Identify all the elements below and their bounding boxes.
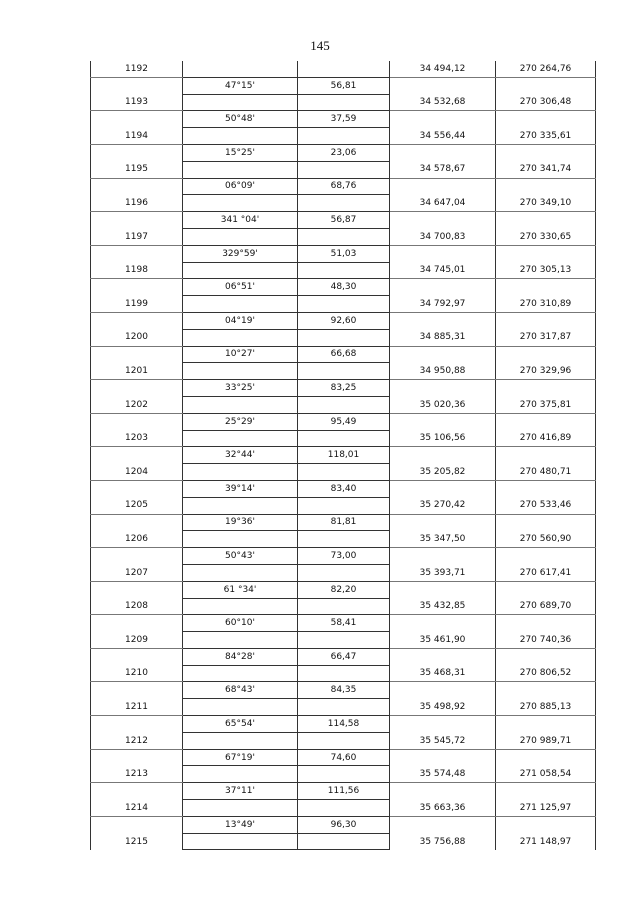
segment-row	[91, 312, 596, 329]
y-coordinate-cell: 271 058,54	[496, 766, 596, 783]
angle-cell: 13°49'	[183, 816, 298, 833]
x-coordinate-cell	[390, 514, 496, 531]
y-coordinate-cell: 270 264,76	[496, 61, 596, 77]
point-id-cell: 1205	[91, 497, 183, 514]
x-coordinate-cell: 34 494,12	[390, 61, 496, 77]
point-id-cell	[91, 648, 183, 665]
distance-cell: 96,30	[298, 816, 390, 833]
angle-cell	[183, 128, 298, 145]
segment-row	[91, 413, 596, 430]
point-id-cell	[91, 548, 183, 565]
x-coordinate-cell: 35 468,31	[390, 665, 496, 682]
distance-cell	[298, 632, 390, 649]
x-coordinate-cell: 35 020,36	[390, 396, 496, 413]
angle-cell	[183, 732, 298, 749]
angle-cell: 06°09'	[183, 178, 298, 195]
point-id-cell	[91, 346, 183, 363]
point-row	[91, 732, 596, 749]
angle-cell	[183, 396, 298, 413]
y-coordinate-cell	[496, 615, 596, 632]
segment-row	[91, 111, 596, 128]
point-id-cell: 1198	[91, 262, 183, 279]
y-coordinate-cell: 270 740,36	[496, 632, 596, 649]
point-id-cell: 1199	[91, 296, 183, 313]
y-coordinate-cell	[496, 279, 596, 296]
y-coordinate-cell: 270 341,74	[496, 161, 596, 178]
y-coordinate-cell	[496, 380, 596, 397]
segment-row	[91, 279, 596, 296]
y-coordinate-cell	[496, 514, 596, 531]
point-id-cell	[91, 380, 183, 397]
x-coordinate-cell	[390, 648, 496, 665]
segment-row	[91, 480, 596, 497]
x-coordinate-cell: 34 556,44	[390, 128, 496, 145]
angle-cell: 341 °04'	[183, 212, 298, 229]
x-coordinate-cell	[390, 682, 496, 699]
point-id-cell: 1200	[91, 329, 183, 346]
angle-cell: 67°19'	[183, 749, 298, 766]
point-row	[91, 61, 596, 77]
y-coordinate-cell: 271 125,97	[496, 800, 596, 817]
point-row	[91, 800, 596, 817]
x-coordinate-cell	[390, 413, 496, 430]
point-id-cell: 1196	[91, 195, 183, 212]
angle-cell	[183, 766, 298, 783]
y-coordinate-cell: 270 533,46	[496, 497, 596, 514]
x-coordinate-cell: 35 574,48	[390, 766, 496, 783]
angle-cell	[183, 329, 298, 346]
point-id-cell	[91, 178, 183, 195]
distance-cell	[298, 732, 390, 749]
page-number: 145	[310, 38, 330, 53]
point-row	[91, 464, 596, 481]
y-coordinate-cell: 270 310,89	[496, 296, 596, 313]
point-row	[91, 665, 596, 682]
distance-cell: 118,01	[298, 447, 390, 464]
angle-cell	[183, 195, 298, 212]
x-coordinate-cell	[390, 816, 496, 833]
point-id-cell	[91, 716, 183, 733]
distance-cell	[298, 128, 390, 145]
point-id-cell	[91, 245, 183, 262]
y-coordinate-cell: 270 306,48	[496, 94, 596, 111]
x-coordinate-cell: 34 950,88	[390, 363, 496, 380]
distance-cell	[298, 564, 390, 581]
point-id-cell	[91, 279, 183, 296]
y-coordinate-cell	[496, 178, 596, 195]
segment-row	[91, 682, 596, 699]
segment-row	[91, 816, 596, 833]
distance-cell	[298, 61, 390, 77]
segment-row	[91, 447, 596, 464]
segment-row	[91, 245, 596, 262]
segment-row	[91, 178, 596, 195]
angle-cell: 47°15'	[183, 77, 298, 94]
point-id-cell: 1212	[91, 732, 183, 749]
angle-cell: 15°25'	[183, 144, 298, 161]
angle-cell	[183, 833, 298, 850]
distance-cell	[298, 430, 390, 447]
y-coordinate-cell: 270 416,89	[496, 430, 596, 447]
distance-cell: 92,60	[298, 312, 390, 329]
distance-cell: 114,58	[298, 716, 390, 733]
x-coordinate-cell	[390, 581, 496, 598]
y-coordinate-cell: 270 317,87	[496, 329, 596, 346]
distance-cell	[298, 497, 390, 514]
y-coordinate-cell: 270 560,90	[496, 531, 596, 548]
point-row	[91, 531, 596, 548]
point-row	[91, 329, 596, 346]
coordinates-table-body	[91, 61, 596, 850]
angle-cell: 60°10'	[183, 615, 298, 632]
point-id-cell: 1194	[91, 128, 183, 145]
distance-cell	[298, 329, 390, 346]
distance-cell	[298, 665, 390, 682]
distance-cell: 81,81	[298, 514, 390, 531]
point-id-cell	[91, 615, 183, 632]
point-row	[91, 228, 596, 245]
segment-row	[91, 514, 596, 531]
y-coordinate-cell	[496, 413, 596, 430]
y-coordinate-cell	[496, 77, 596, 94]
point-row	[91, 598, 596, 615]
angle-cell: 25°29'	[183, 413, 298, 430]
y-coordinate-cell	[496, 716, 596, 733]
point-id-cell: 1202	[91, 396, 183, 413]
angle-cell: 19°36'	[183, 514, 298, 531]
angle-cell	[183, 598, 298, 615]
point-id-cell	[91, 749, 183, 766]
point-row	[91, 564, 596, 581]
angle-cell: 84°28'	[183, 648, 298, 665]
segment-row	[91, 144, 596, 161]
angle-cell: 65°54'	[183, 716, 298, 733]
angle-cell: 61 °34'	[183, 581, 298, 598]
x-coordinate-cell	[390, 346, 496, 363]
distance-cell: 56,81	[298, 77, 390, 94]
point-id-cell	[91, 480, 183, 497]
x-coordinate-cell: 34 885,31	[390, 329, 496, 346]
x-coordinate-cell: 35 393,71	[390, 564, 496, 581]
distance-cell: 68,76	[298, 178, 390, 195]
point-id-cell	[91, 447, 183, 464]
y-coordinate-cell	[496, 749, 596, 766]
y-coordinate-cell	[496, 144, 596, 161]
x-coordinate-cell	[390, 615, 496, 632]
segment-row	[91, 783, 596, 800]
point-row	[91, 833, 596, 850]
angle-cell: 37°11'	[183, 783, 298, 800]
y-coordinate-cell	[496, 212, 596, 229]
angle-cell: 50°48'	[183, 111, 298, 128]
segment-row	[91, 212, 596, 229]
distance-cell: 84,35	[298, 682, 390, 699]
angle-cell	[183, 363, 298, 380]
angle-cell	[183, 497, 298, 514]
distance-cell: 51,03	[298, 245, 390, 262]
angle-cell	[183, 296, 298, 313]
y-coordinate-cell	[496, 480, 596, 497]
distance-cell	[298, 195, 390, 212]
distance-cell: 83,25	[298, 380, 390, 397]
x-coordinate-cell: 34 647,04	[390, 195, 496, 212]
segment-row	[91, 648, 596, 665]
distance-cell: 111,56	[298, 783, 390, 800]
point-id-cell: 1193	[91, 94, 183, 111]
y-coordinate-cell	[496, 783, 596, 800]
distance-cell	[298, 833, 390, 850]
angle-cell	[183, 430, 298, 447]
x-coordinate-cell: 35 461,90	[390, 632, 496, 649]
segment-row	[91, 77, 596, 94]
angle-cell: 50°43'	[183, 548, 298, 565]
angle-cell: 39°14'	[183, 480, 298, 497]
x-coordinate-cell	[390, 245, 496, 262]
point-id-cell	[91, 111, 183, 128]
point-id-cell	[91, 816, 183, 833]
x-coordinate-cell: 34 578,67	[390, 161, 496, 178]
point-id-cell	[91, 413, 183, 430]
x-coordinate-cell: 34 792,97	[390, 296, 496, 313]
distance-cell: 56,87	[298, 212, 390, 229]
x-coordinate-cell: 35 205,82	[390, 464, 496, 481]
distance-cell	[298, 396, 390, 413]
y-coordinate-cell: 270 330,65	[496, 228, 596, 245]
point-row	[91, 195, 596, 212]
point-row	[91, 396, 596, 413]
angle-cell: 68°43'	[183, 682, 298, 699]
distance-cell	[298, 766, 390, 783]
x-coordinate-cell	[390, 380, 496, 397]
x-coordinate-cell: 34 532,68	[390, 94, 496, 111]
y-coordinate-cell	[496, 816, 596, 833]
angle-cell	[183, 632, 298, 649]
point-id-cell: 1213	[91, 766, 183, 783]
point-row	[91, 497, 596, 514]
x-coordinate-cell	[390, 77, 496, 94]
distance-cell	[298, 598, 390, 615]
x-coordinate-cell: 35 347,50	[390, 531, 496, 548]
y-coordinate-cell	[496, 581, 596, 598]
distance-cell: 23,06	[298, 144, 390, 161]
point-row	[91, 699, 596, 716]
angle-cell	[183, 564, 298, 581]
coordinates-table	[90, 61, 596, 850]
x-coordinate-cell: 35 498,92	[390, 699, 496, 716]
x-coordinate-cell	[390, 447, 496, 464]
angle-cell	[183, 61, 298, 77]
angle-cell	[183, 228, 298, 245]
y-coordinate-cell	[496, 245, 596, 262]
point-id-cell: 1197	[91, 228, 183, 245]
point-id-cell: 1203	[91, 430, 183, 447]
angle-cell: 32°44'	[183, 447, 298, 464]
y-coordinate-cell: 270 989,71	[496, 732, 596, 749]
point-id-cell	[91, 514, 183, 531]
distance-cell	[298, 531, 390, 548]
point-id-cell: 1207	[91, 564, 183, 581]
y-coordinate-cell: 270 375,81	[496, 396, 596, 413]
point-id-cell	[91, 312, 183, 329]
x-coordinate-cell: 34 745,01	[390, 262, 496, 279]
angle-cell: 06°51'	[183, 279, 298, 296]
x-coordinate-cell	[390, 212, 496, 229]
angle-cell: 33°25'	[183, 380, 298, 397]
x-coordinate-cell	[390, 312, 496, 329]
point-id-cell	[91, 581, 183, 598]
distance-cell: 58,41	[298, 615, 390, 632]
point-id-cell	[91, 212, 183, 229]
point-row	[91, 430, 596, 447]
angle-cell	[183, 94, 298, 111]
y-coordinate-cell	[496, 111, 596, 128]
point-id-cell: 1206	[91, 531, 183, 548]
segment-row	[91, 615, 596, 632]
angle-cell	[183, 262, 298, 279]
y-coordinate-cell	[496, 312, 596, 329]
x-coordinate-cell	[390, 279, 496, 296]
x-coordinate-cell	[390, 178, 496, 195]
angle-cell	[183, 531, 298, 548]
point-id-cell	[91, 682, 183, 699]
y-coordinate-cell: 270 349,10	[496, 195, 596, 212]
point-id-cell: 1208	[91, 598, 183, 615]
distance-cell: 95,49	[298, 413, 390, 430]
distance-cell	[298, 464, 390, 481]
distance-cell	[298, 800, 390, 817]
x-coordinate-cell	[390, 111, 496, 128]
point-row	[91, 262, 596, 279]
segment-row	[91, 346, 596, 363]
angle-cell	[183, 665, 298, 682]
segment-row	[91, 716, 596, 733]
point-id-cell: 1214	[91, 800, 183, 817]
y-coordinate-cell: 270 480,71	[496, 464, 596, 481]
x-coordinate-cell: 35 432,85	[390, 598, 496, 615]
angle-cell	[183, 699, 298, 716]
angle-cell: 329°59'	[183, 245, 298, 262]
x-coordinate-cell	[390, 749, 496, 766]
y-coordinate-cell	[496, 648, 596, 665]
distance-cell	[298, 296, 390, 313]
distance-cell: 66,47	[298, 648, 390, 665]
point-id-cell: 1210	[91, 665, 183, 682]
point-id-cell: 1209	[91, 632, 183, 649]
point-id-cell: 1192	[91, 61, 183, 77]
angle-cell	[183, 800, 298, 817]
angle-cell	[183, 464, 298, 481]
y-coordinate-cell: 271 148,97	[496, 833, 596, 850]
distance-cell	[298, 161, 390, 178]
segment-row	[91, 380, 596, 397]
point-row	[91, 296, 596, 313]
point-id-cell: 1201	[91, 363, 183, 380]
point-id-cell	[91, 77, 183, 94]
point-id-cell: 1215	[91, 833, 183, 850]
x-coordinate-cell: 35 663,36	[390, 800, 496, 817]
distance-cell: 73,00	[298, 548, 390, 565]
y-coordinate-cell	[496, 682, 596, 699]
segment-row	[91, 749, 596, 766]
point-id-cell	[91, 144, 183, 161]
distance-cell: 66,68	[298, 346, 390, 363]
point-id-cell: 1204	[91, 464, 183, 481]
point-row	[91, 363, 596, 380]
y-coordinate-cell	[496, 346, 596, 363]
point-row	[91, 161, 596, 178]
distance-cell: 83,40	[298, 480, 390, 497]
distance-cell	[298, 94, 390, 111]
point-id-cell: 1195	[91, 161, 183, 178]
distance-cell: 74,60	[298, 749, 390, 766]
distance-cell: 37,59	[298, 111, 390, 128]
y-coordinate-cell: 270 335,61	[496, 128, 596, 145]
distance-cell	[298, 228, 390, 245]
x-coordinate-cell	[390, 480, 496, 497]
distance-cell: 82,20	[298, 581, 390, 598]
x-coordinate-cell: 35 270,42	[390, 497, 496, 514]
distance-cell: 48,30	[298, 279, 390, 296]
point-row	[91, 766, 596, 783]
point-row	[91, 632, 596, 649]
point-row	[91, 94, 596, 111]
y-coordinate-cell: 270 305,13	[496, 262, 596, 279]
point-row	[91, 128, 596, 145]
distance-cell	[298, 363, 390, 380]
x-coordinate-cell	[390, 548, 496, 565]
x-coordinate-cell	[390, 716, 496, 733]
distance-cell	[298, 699, 390, 716]
y-coordinate-cell: 270 885,13	[496, 699, 596, 716]
x-coordinate-cell: 35 756,88	[390, 833, 496, 850]
x-coordinate-cell	[390, 783, 496, 800]
distance-cell	[298, 262, 390, 279]
x-coordinate-cell	[390, 144, 496, 161]
y-coordinate-cell: 270 806,52	[496, 665, 596, 682]
y-coordinate-cell: 270 689,70	[496, 598, 596, 615]
angle-cell	[183, 161, 298, 178]
angle-cell: 10°27'	[183, 346, 298, 363]
angle-cell: 04°19'	[183, 312, 298, 329]
y-coordinate-cell	[496, 548, 596, 565]
x-coordinate-cell: 35 545,72	[390, 732, 496, 749]
y-coordinate-cell: 270 329,96	[496, 363, 596, 380]
segment-row	[91, 548, 596, 565]
point-id-cell: 1211	[91, 699, 183, 716]
point-id-cell	[91, 783, 183, 800]
x-coordinate-cell: 34 700,83	[390, 228, 496, 245]
segment-row	[91, 581, 596, 598]
y-coordinate-cell: 270 617,41	[496, 564, 596, 581]
y-coordinate-cell	[496, 447, 596, 464]
x-coordinate-cell: 35 106,56	[390, 430, 496, 447]
